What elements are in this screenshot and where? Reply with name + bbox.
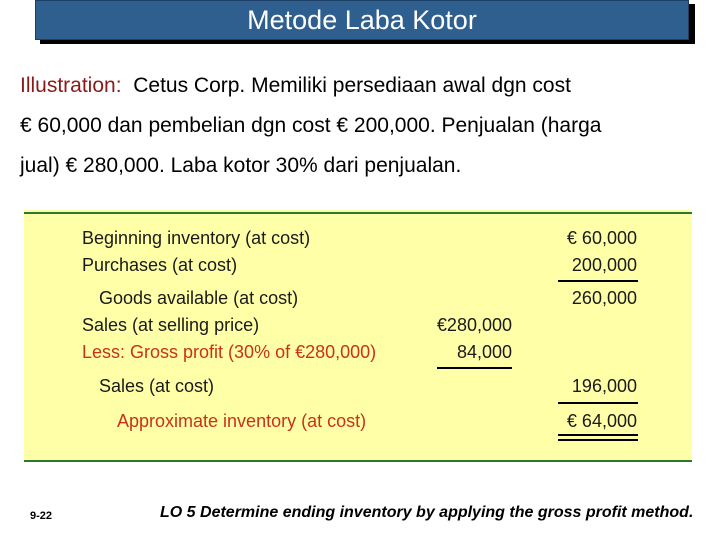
approx-inventory-value: € 64,000 bbox=[566, 411, 637, 431]
intro-line-2: € 60,000 dan pembelian dgn cost € 200,000. Penjualan (harga bbox=[20, 114, 602, 137]
slide-title: Metode Laba Kotor bbox=[247, 4, 477, 35]
table-top-rule bbox=[24, 212, 692, 214]
slide-number: 9-22 bbox=[30, 510, 53, 522]
row-sales-cost-label: Sales (at cost) bbox=[99, 376, 215, 396]
row-goods-available-label: Goods available (at cost) bbox=[99, 288, 299, 308]
gross-profit-value: 84,000 bbox=[456, 342, 512, 362]
intro-line-1 bbox=[20, 66, 710, 106]
table-bottom-rule bbox=[24, 460, 692, 462]
purchases-underline bbox=[558, 280, 638, 282]
gross-profit-underline bbox=[437, 367, 512, 369]
approx-inventory-double-underline-1 bbox=[558, 434, 638, 436]
row-purchases-label: Purchases (at cost) bbox=[82, 255, 238, 275]
sales-selling-value: €280,000 bbox=[436, 315, 512, 335]
intro-text bbox=[20, 66, 710, 186]
intro-label: Illustration: bbox=[20, 74, 122, 97]
row-sales-selling-label: Sales (at selling price) bbox=[82, 315, 260, 335]
goods-available-value: 260,000 bbox=[571, 288, 637, 308]
approx-inventory-double-underline-2 bbox=[558, 439, 638, 441]
row-beginning-inventory-label: Beginning inventory (at cost) bbox=[82, 228, 311, 248]
learning-objective: LO 5 Determine ending inventory by applying the gross profit method. bbox=[160, 504, 694, 521]
row-gross-profit-label: Less: Gross profit (30% of €280,000) bbox=[82, 342, 377, 362]
sales-cost-value: 196,000 bbox=[571, 376, 637, 396]
intro-line-3: jual) € 280,000. Laba kotor 30% dari penjualan. bbox=[20, 154, 462, 177]
purchases-value: 200,000 bbox=[571, 255, 637, 275]
intro-line-1-text: Cetus Corp. Memiliki persediaan awal dgn cost bbox=[133, 74, 571, 97]
title-bar bbox=[35, 0, 689, 40]
beginning-inventory-value: € 60,000 bbox=[566, 228, 637, 248]
row-approx-inventory-label: Approximate inventory (at cost) bbox=[117, 411, 367, 431]
sales-cost-underline bbox=[558, 402, 638, 404]
